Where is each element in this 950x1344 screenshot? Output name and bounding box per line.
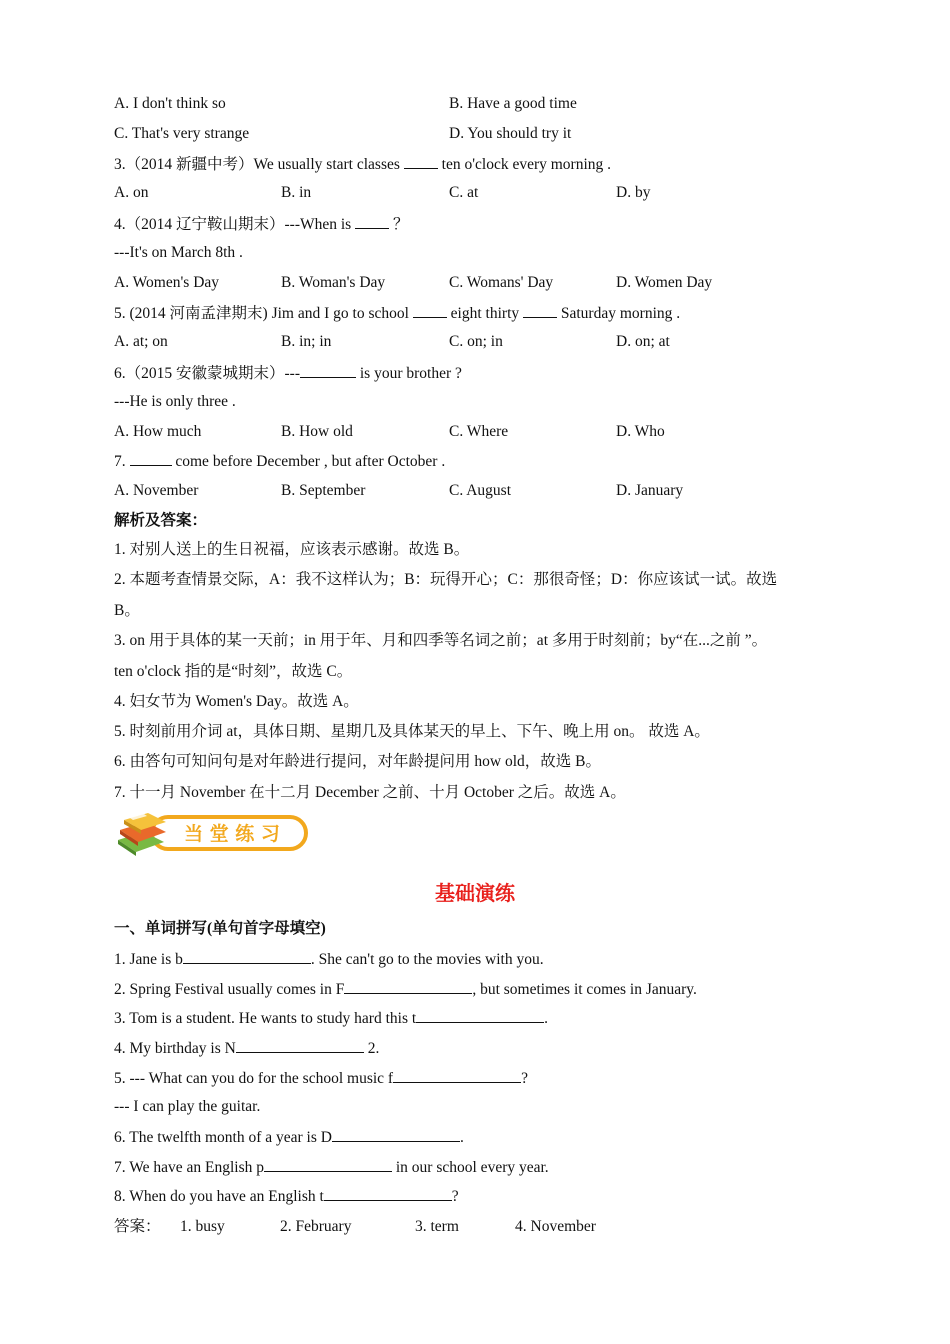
practice-banner <box>114 808 310 858</box>
q6-text-post: is your brother ? <box>356 365 462 382</box>
item-1-blank <box>183 949 311 964</box>
banner-text: 当 堂 练 习 <box>184 823 280 845</box>
item-5-pre: 5. --- What can you do for the school music f <box>114 1070 394 1087</box>
part1-item-6 <box>114 1127 464 1148</box>
q4-text-pre: 4.（2014 辽宁鞍山期末）---When is <box>114 216 356 233</box>
books-icon <box>118 813 166 856</box>
q6-stem <box>114 363 462 384</box>
q7-text-pre: 7. <box>114 453 130 470</box>
q2-option-a: A. I don't think so <box>114 95 226 112</box>
part1-item-3 <box>114 1008 548 1029</box>
q6-text-pre: 6.（2015 安徽蒙城期末）--- <box>114 365 300 382</box>
q3-text-post: ten o'clock every morning . <box>437 156 612 173</box>
item-2-pre: 2. Spring Festival usually comes in F <box>114 981 345 998</box>
part1-item-5 <box>114 1068 528 1089</box>
q5-option-d: D. on; at <box>616 333 670 350</box>
q6-reply: ---He is only three . <box>114 393 236 410</box>
q2-option-c: C. That's very strange <box>114 125 250 142</box>
item-8-blank <box>324 1186 452 1201</box>
analysis-line-5: ten o'clock 指的是“时刻”，故选 C。 <box>114 663 353 680</box>
q5-text-mid: eight thirty <box>446 305 523 322</box>
q5-blank-1 <box>413 303 447 318</box>
item-7-post: in our school every year. <box>392 1159 549 1176</box>
item-2-post: , but sometimes it comes in January. <box>472 981 697 998</box>
item-4-blank <box>236 1038 364 1053</box>
answer-4: 4. November <box>515 1218 596 1235</box>
part1-item-2 <box>114 979 697 1000</box>
item-8-post: ? <box>451 1188 459 1205</box>
item-3-pre: 3. Tom is a student. He wants to study hard this t <box>114 1010 417 1027</box>
q6-blank <box>300 363 356 378</box>
item-7-pre: 7. We have an English p <box>114 1159 264 1176</box>
q4-reply: ---It's on March 8th . <box>114 244 243 261</box>
q7-stem <box>114 451 445 472</box>
item-6-blank <box>332 1127 460 1142</box>
part1-item-8 <box>114 1186 459 1207</box>
analysis-line-4: 3. on 用于具体的某一天前；in 用于年、月和四季等名词之前；at 多用于时刻前；by“在...之前 ”。 <box>114 632 768 649</box>
analysis-line-8: 6. 由答句可知问句是对年龄进行提问，对年龄提问用 how old，故选 B。 <box>114 753 601 770</box>
answer-3: 3. term <box>415 1218 459 1235</box>
q5-stem <box>114 303 680 324</box>
answers-label: 答案： <box>114 1218 161 1235</box>
q5-option-b: B. in; in <box>281 333 332 350</box>
q6-option-a: A. How much <box>114 423 202 440</box>
part1-item-7 <box>114 1157 549 1178</box>
q4-option-a: A. Women's Day <box>114 274 220 291</box>
analysis-heading: 解析及答案： <box>114 512 208 529</box>
item-6-post: . <box>459 1129 464 1146</box>
q5-text-pre: 5. (2014 河南孟津期末) Jim and I go to school <box>114 305 413 322</box>
q5-text-post: Saturday morning . <box>557 305 681 322</box>
item-6-pre: 6. The twelfth month of a year is D <box>114 1129 332 1146</box>
q3-option-b: B. in <box>281 184 312 201</box>
section-title: 基础演练 <box>435 881 515 905</box>
q7-option-c: C. August <box>449 482 512 499</box>
analysis-line-1: 1. 对别人送上的生日祝福，应该表示感谢。故选 B。 <box>114 541 470 558</box>
q6-option-c: C. Where <box>449 423 509 440</box>
q7-blank <box>130 451 172 466</box>
q4-option-b: B. Woman's Day <box>281 274 386 291</box>
analysis-line-2: 2. 本题考查情景交际，A：我不这样认为；B：玩得开心；C：那很奇怪；D：你应该试一试。故选 <box>114 571 778 588</box>
item-5-blank <box>393 1068 521 1083</box>
part1-item-4 <box>114 1038 379 1059</box>
analysis-line-6: 4. 妇女节为 Women's Day。故选 A。 <box>114 693 359 710</box>
q4-option-d: D. Women Day <box>616 274 713 291</box>
q6-option-b: B. How old <box>281 423 353 440</box>
q3-stem <box>114 154 611 175</box>
answer-2: 2. February <box>280 1218 352 1235</box>
q5-option-a: A. at; on <box>114 333 168 350</box>
item-4-post: 2. <box>363 1040 380 1057</box>
part1-item-1 <box>114 949 544 970</box>
item-2-blank <box>344 979 472 994</box>
q7-option-a: A. November <box>114 482 199 499</box>
q3-text-pre: 3.（2014 新疆中考）We usually start classes <box>114 156 404 173</box>
item-8-pre: 8. When do you have an English t <box>114 1188 324 1205</box>
analysis-line-7: 5. 时刻前用介词 at，具体日期、星期几及具体某天的早上、下午、晚上用 on。 故选 A。 <box>114 723 710 740</box>
q4-text-post: ？ <box>389 216 409 233</box>
q6-option-d: D. Who <box>616 423 665 440</box>
analysis-line-3: B。 <box>114 602 140 619</box>
q3-option-d: D. by <box>616 184 651 201</box>
analysis-line-9: 7. 十一月 November 在十二月 December 之前、十月 October 之后。故选 A。 <box>114 784 626 801</box>
q7-text-post: come before December , but after October . <box>171 453 446 470</box>
item-3-blank <box>416 1008 544 1023</box>
q4-option-c: C. Womans' Day <box>449 274 554 291</box>
item-3-post: . <box>544 1010 549 1027</box>
item-7-blank <box>264 1157 392 1172</box>
q3-blank <box>404 154 438 169</box>
q4-stem <box>114 214 408 235</box>
q5-option-c: C. on; in <box>449 333 503 350</box>
part1-heading: 一、单词拼写(单句首字母填空) <box>114 920 326 937</box>
item-4-pre: 4. My birthday is N <box>114 1040 236 1057</box>
item-5-post: ? <box>521 1070 528 1087</box>
q4-blank <box>355 214 389 229</box>
item-1-post: . She can't go to the movies with you. <box>310 951 544 968</box>
q7-option-b: B. September <box>281 482 366 499</box>
answer-1: 1. busy <box>180 1218 225 1235</box>
q3-option-c: C. at <box>449 184 479 201</box>
q5-blank-2 <box>523 303 557 318</box>
part1-item-5-reply: --- I can play the guitar. <box>114 1098 261 1115</box>
item-1-pre: 1. Jane is b <box>114 951 183 968</box>
q7-option-d: D. January <box>616 482 684 499</box>
q2-option-d: D. You should try it <box>449 125 572 142</box>
q3-option-a: A. on <box>114 184 149 201</box>
q2-option-b: B. Have a good time <box>449 95 577 112</box>
